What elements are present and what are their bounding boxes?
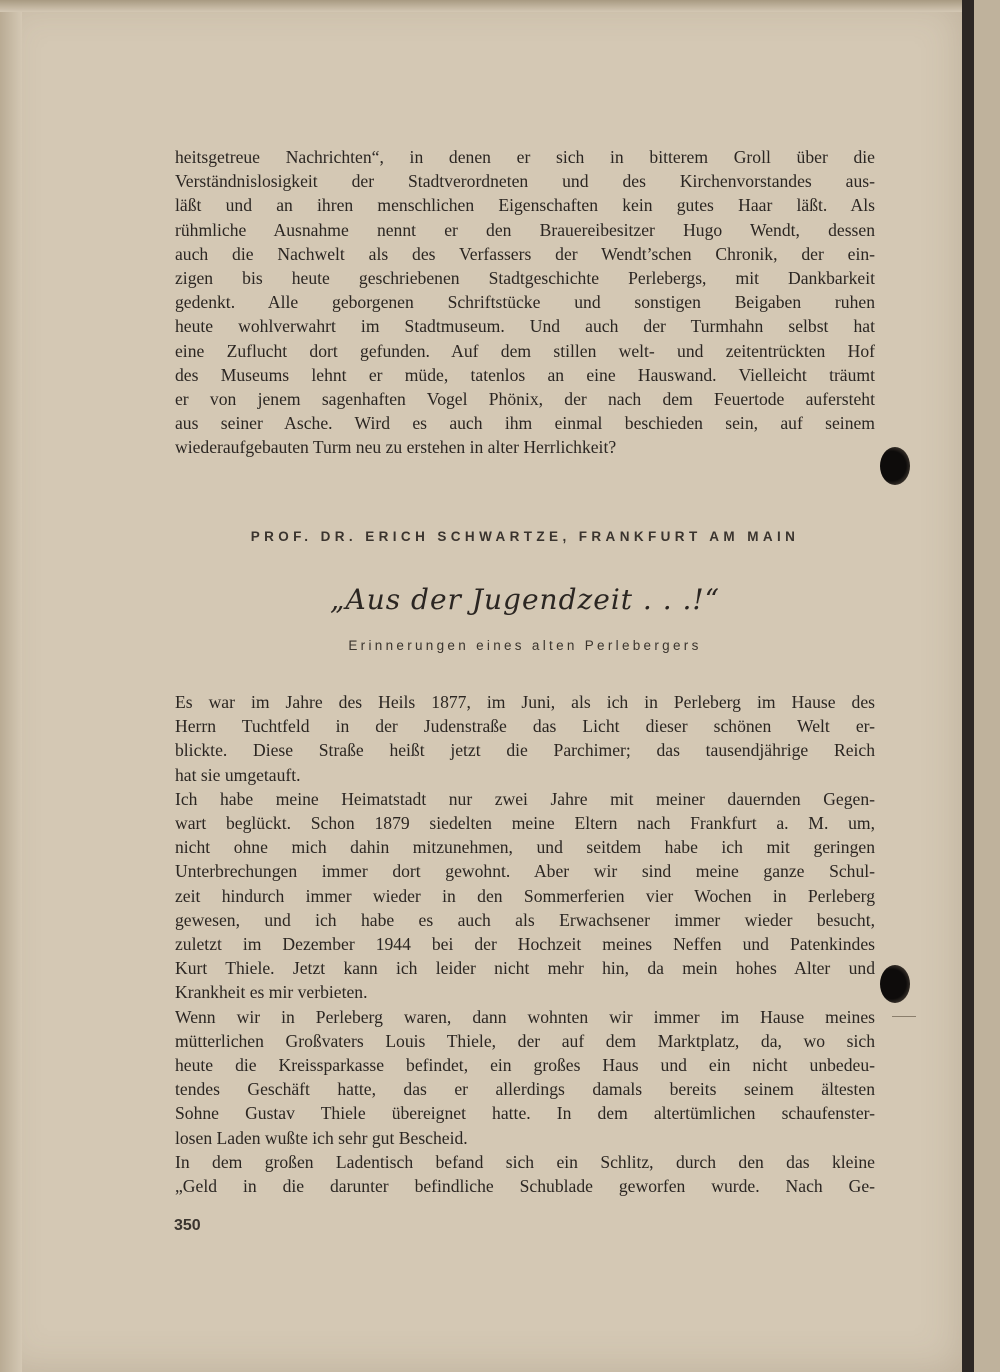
text-line: gedenkt. Alle geborgenen Schriftstücke und sonstigen Beigaben ruhen [175,292,875,313]
text-line: auch die Nachwelt als des Verfassers der Wendt’schen Chronik, der ein- [175,243,875,264]
text-line: hat sie umgetauft. [175,764,301,785]
text-line: Es war im Jahre des Heils 1877, im Juni, als ich in Perleberg im Hause des [175,692,875,712]
text-line: zigen bis heute geschriebenen Stadtgeschichte Perlebergs, mit Dankbarkeit [175,268,875,289]
text-line: mütterlichen Großvaters Louis Thiele, der auf dem Marktplatz, da, wo sich [175,1030,875,1051]
paragraph [175,1150,875,1198]
text-line: wart beglückt. Schon 1879 siedelten meine Eltern nach Frankfurt a. M. um, [175,813,875,834]
text-line: er von jenem sagenhaften Vogel Phönix, der nach dem Feuertode aufersteht [175,389,875,410]
text-line: In dem großen Ladentisch befand sich ein Schlitz, durch den das kleine [175,1151,875,1172]
text-line: tendes Geschäft hatte, das er allerdings damals bereits seinem ältesten [175,1079,875,1100]
text-line: Verständnislosigkeit der Stadtverordneten und des Kirchenvorstandes aus- [175,171,875,192]
paragraph [175,1005,875,1150]
text-line: heitsgetreue Nachrichten“, in denen er sich in bitterem Groll über die [175,147,875,167]
text-line: Wenn wir in Perleberg waren, dann wohnten wir immer im Hause meines [175,1006,875,1027]
text-line: heute die Kreissparkasse befindet, ein großes Haus und ein nicht unbedeu- [175,1055,875,1076]
text-line: Kurt Thiele. Jetzt kann ich leider nicht mehr hin, da mein hohes Alter und [175,958,875,979]
text-line: läßt und an ihren menschlichen Eigenschaften kein gutes Haar läßt. Als [175,195,875,216]
article-subtitle: Erinnerungen eines alten Perlebergers [348,638,702,653]
text-line: Unterbrechungen immer dort gewohnt. Aber wir sind meine ganze Schul- [175,861,875,882]
text-line: gewesen, und ich habe es auch als Erwachsener immer wieder besucht, [175,909,875,930]
text-line: Krankheit es mir verbieten. [175,982,368,1003]
page-edge-shadow [0,0,22,1372]
text-line: aus seiner Asche. Wird es auch ihm einmal beschieden sein, auf seinem [175,413,875,434]
article-body [175,690,875,1198]
text-line: rühmliche Ausnahme nennt er den Brauereibesitzer Hugo Wendt, dessen [175,219,875,240]
text-line: zuletzt im Dezember 1944 bei der Hochzeit meines Neffen und Patenkindes [175,934,875,955]
text-line: Herrn Tuchtfeld in der Judenstraße das Licht dieser schönen Welt er- [175,716,875,737]
paper-mark [892,1016,916,1017]
text-line: „Geld in die darunter befindliche Schublade geworfen wurde. Nach Ge- [175,1176,875,1197]
page-top-edge [0,0,962,12]
text-line: Sohne Gustav Thiele übereignet hatte. In dem altertümlichen schaufenster- [175,1103,875,1124]
adjacent-page-edge [962,0,1000,1372]
text-line: eine Zuflucht dort gefunden. Auf dem stillen welt- und zeitentrückten Hof [175,340,875,361]
text-line: zeit hindurch immer wieder in den Sommerferien vier Wochen in Perleberg [175,885,875,906]
text-line: blickte. Diese Straße heißt jetzt die Parchimer; das tausendjährige Reich [175,740,875,761]
page-number: 350 [174,1217,201,1234]
binding-hole-upper [880,447,910,485]
text-line: nicht ohne mich dahin mitzunehmen, und seitdem habe ich mit geringen [175,837,875,858]
text-line: heute wohlverwahrt im Stadtmuseum. Und auch der Turmhahn selbst hat [175,316,875,337]
text-line: des Museums lehnt er müde, tatenlos an eine Hauswand. Vielleicht träumt [175,364,875,385]
paragraph [175,690,875,787]
text-line: wiederaufgebauten Turm neu zu erstehen in alter Herrlichkeit? [175,437,617,458]
text-line: Ich habe meine Heimatstadt nur zwei Jahre mit meiner dauernden Gegen- [175,788,875,809]
text-line: losen Laden wußte ich sehr gut Bescheid. [175,1127,468,1148]
article-title: „Aus der Jugendzeit . . .!“ [329,583,720,616]
binding-hole-lower [880,965,910,1003]
article-author: PROF. DR. ERICH SCHWARTZE, FRANKFURT AM MAIN [250,529,800,544]
paragraph [175,787,875,1005]
continuation-text [175,145,875,460]
